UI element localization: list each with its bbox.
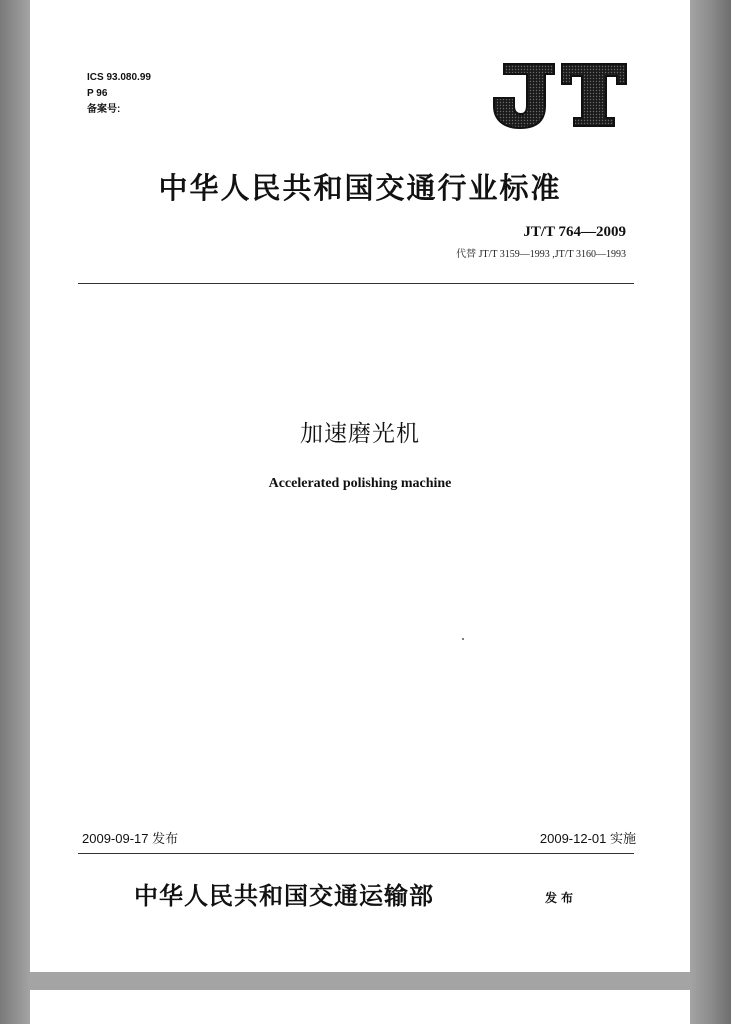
replaces-standards: 代替 JT/T 3159—1993 ,JT/T 3160—1993 — [456, 249, 626, 260]
jt-logo-icon — [490, 50, 630, 135]
effective-date: 2009-12-01 实施 — [539, 831, 636, 846]
record-number-label: 备案号: — [87, 104, 121, 115]
scan-speck — [462, 638, 464, 640]
publish-date: 2009-09-17 发布 — [82, 831, 179, 846]
ics-code: ICS 93.080.99 — [87, 72, 151, 83]
header-divider — [78, 283, 634, 284]
standard-category-title: 中华人民共和国交通行业标准 — [158, 171, 562, 205]
standard-number: JT/T 764—2009 — [523, 224, 626, 240]
publisher-suffix: 发布 — [545, 891, 578, 905]
document-title-english: Accelerated polishing machine — [268, 476, 452, 491]
footer-divider — [78, 853, 634, 854]
next-page-preview — [30, 990, 690, 1024]
classification-code: P 96 — [87, 88, 108, 99]
publisher-name: 中华人民共和国交通运输部 — [134, 881, 434, 910]
document-page — [30, 0, 690, 972]
document-meta — [87, 70, 151, 118]
document-title-chinese: 加速磨光机 — [300, 421, 420, 447]
